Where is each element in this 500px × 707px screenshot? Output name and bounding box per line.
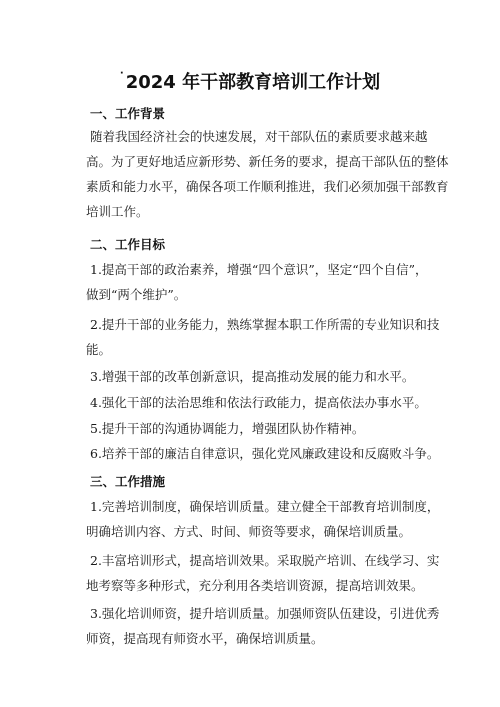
measure-item: [86, 601, 440, 651]
title-mark: ·: [119, 68, 124, 79]
text-line: 3.强化培训师资，提升培训质量。加强师资队伍建设，引进优秀: [90, 606, 440, 621]
text-line: 5.提升干部的沟通协调能力，增强团队协作精神。: [90, 421, 365, 436]
document-title: [0, 68, 500, 94]
goal-item: [86, 257, 428, 307]
text-line: 随着我国经济社会的快速发展，对干部队伍的素质要求越来越: [90, 129, 428, 144]
measure-item: [86, 494, 440, 544]
text-line: 能。: [86, 342, 112, 357]
text-line: 素质和能力水平，确保各项工作顺利推进，我们必须加强干部教育: [86, 179, 449, 194]
text-line: 做到“两个维护”。: [86, 287, 187, 302]
goal-item: [90, 441, 440, 466]
section-heading-measures: 三、工作措施: [90, 474, 166, 489]
measure-item: [86, 548, 440, 598]
goal-item: [90, 364, 420, 389]
text-line: 1.提高干部的政治素养，增强“四个意识”，坚定“四个自信”，: [90, 262, 428, 277]
text-line: 4.强化干部的法治思维和依法行政能力，提高依法办事水平。: [90, 395, 427, 410]
text-line: 培训工作。: [86, 204, 149, 219]
text-line: 6.培养干部的廉洁自律意识，强化党风廉政建设和反腐败斗争。: [90, 446, 440, 461]
text-line: 明确培训内容、方式、时间、师资等要求，确保培训质量。: [86, 524, 412, 539]
text-line: 师资，提高现有师资水平，确保培训质量。: [86, 631, 324, 646]
text-line: 2.提升干部的业务能力，熟练掌握本职工作所需的专业知识和技: [90, 317, 440, 332]
text-line: 3.增强干部的改革创新意识，提高推动发展的能力和水平。: [90, 369, 415, 384]
goal-item: [86, 312, 440, 362]
text-line: 地考察等多种形式，充分利用各类培训资源，提高培训效果。: [86, 578, 424, 593]
section-heading-goals: 二、工作目标: [90, 237, 166, 252]
goal-item: [90, 416, 420, 441]
text-line: 1.完善培训制度，确保培训质量。建立健全干部教育培训制度，: [90, 499, 440, 514]
section-heading-background: 一、工作背景: [90, 106, 166, 121]
text-line: 高。为了更好地适应新形势、新任务的要求，提高干部队伍的整体: [86, 154, 449, 169]
text-line: 2.丰富培训形式，提高培训效果。采取脱产培训、在线学习、实: [90, 553, 440, 568]
title-text: 2024 年干部教育培训工作计划: [125, 72, 381, 93]
goal-item: [90, 390, 427, 415]
paragraph-background: [86, 124, 449, 224]
